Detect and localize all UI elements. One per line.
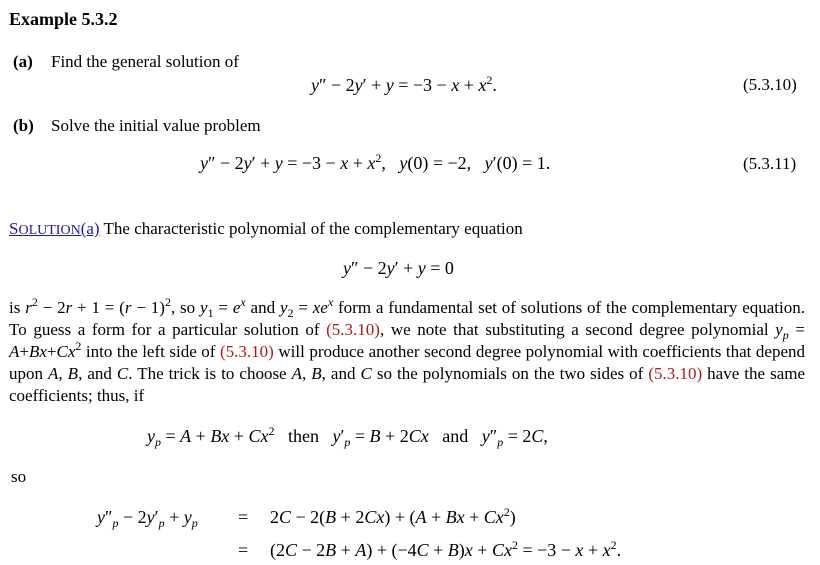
solution-paragraph: is $r^2 - 2r + 1 = (r - 1)^2$, so $y_1 = e^x$ and $y_2 = xe^x$ form a fundamental set of solutions of the complementary equation. To guess a form for a particular solution of (5.3.10), we note that substituting a second degree polynomial $y_p = A+Bx+Cx^2$ into the left side of (5.3.10) will produce another second degree polynomial with coefficients that depend upon A, B, and C. The trick is to choose A, B, and C so the polynomials on the two sides of (5.3.10) have the same coefficients; thus, if — [9, 295, 806, 405]
part-b-label: (b) — [13, 116, 34, 135]
equation-5-3-11: $y'' - 2y' + y = -3 - x + x^2$, y(0) = −2, y′(0) = 1. — [200, 151, 551, 173]
equals-sign-2: = — [238, 540, 249, 560]
part-b-text: Solve the initial value problem — [51, 116, 261, 135]
solution-line — [9, 219, 523, 239]
so-label: so — [11, 467, 27, 486]
solution-intro: The characteristic polynomial of the complementary equation — [103, 219, 523, 238]
part-a-label: (a) — [13, 52, 33, 71]
equation-number-5-3-10: (5.3.10) — [743, 75, 797, 94]
example-heading: Example 5.3.2 — [9, 9, 118, 29]
complementary-equation: y″ − 2y′ + y = 0 — [343, 258, 454, 278]
part-a-text: Find the general solution of — [51, 52, 239, 71]
substitution-rhs-1: $2C - 2(B + 2Cx) + (A + Bx + Cx^2)$ — [270, 505, 516, 527]
solution-a-link[interactable]: SOLUTION(a) — [9, 219, 100, 238]
equals-sign-1: = — [238, 507, 249, 527]
substitution-rhs-2: $(2C - 2B + A) + (-4C + B)x + Cx^2 = -3 - x + x^2$. — [270, 538, 622, 560]
particular-solution-guess: $y_p = A + Bx + Cx^2$ then $y'_p = B + 2Cx$ and $y''_p = 2C$, — [147, 424, 548, 449]
equation-number-5-3-11: (5.3.11) — [743, 154, 797, 173]
equation-5-3-10: $y'' - 2y' + y = -3 - x + x^2$. — [311, 73, 497, 95]
substitution-lhs: $y''_p - 2y'_p + y_p$ — [97, 507, 198, 530]
